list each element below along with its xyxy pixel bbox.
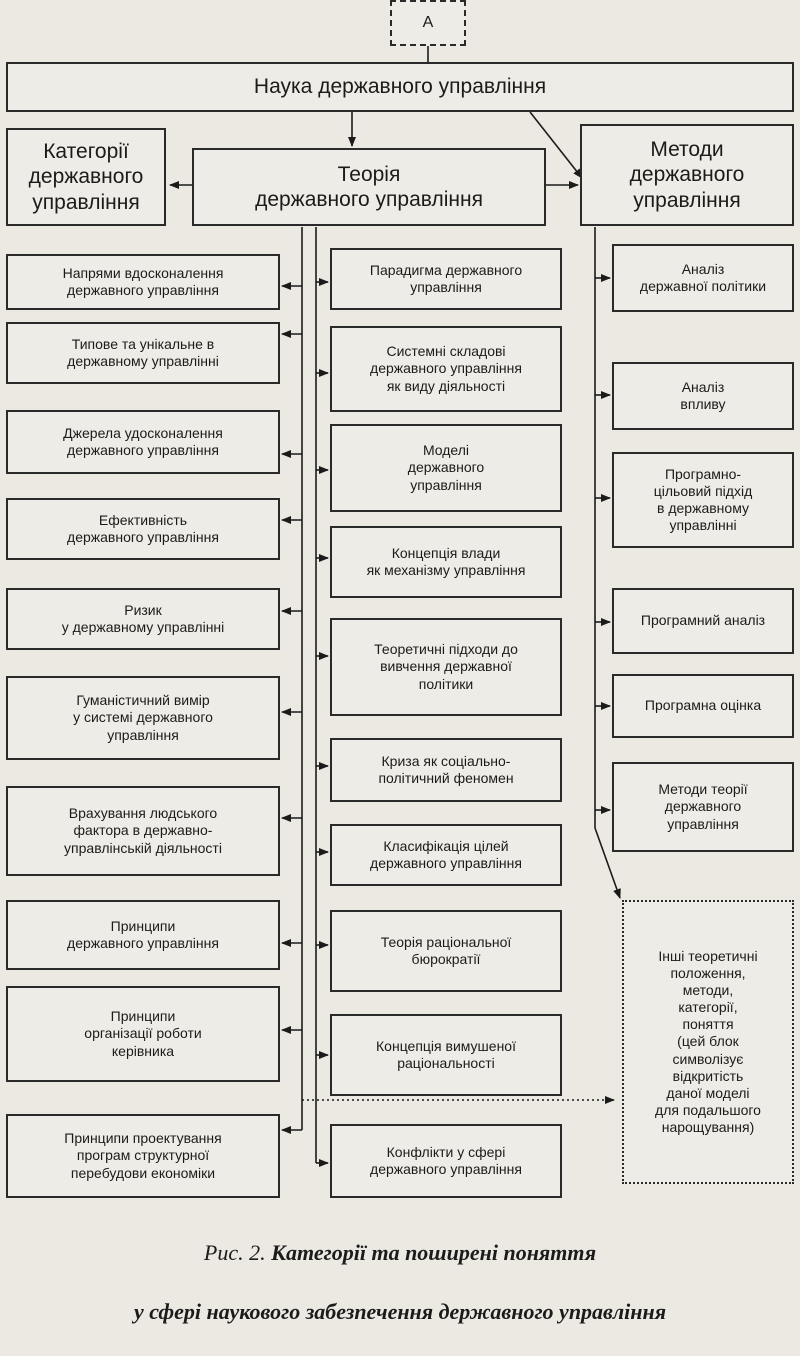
caption-title-line2: у сфері наукового забезпечення державного управління (133, 1299, 667, 1325)
right-item-5: Програмна оцінка (612, 674, 794, 738)
middle-item-5: Теоретичні підходи до вивчення державної політики (330, 618, 562, 716)
left-item-3: Джерела удосконалення державного управління (6, 410, 280, 474)
middle-item-4: Концепція влади як механізму управління (330, 526, 562, 598)
caption-prefix: Рис. 2. (203, 1239, 266, 1265)
methods-box: Методи державного управління (580, 124, 794, 226)
left-item-2: Типове та унікальне в державному управлінні (6, 322, 280, 384)
left-item-6: Гуманістичний вимір у системі державного управління (6, 676, 280, 760)
left-item-5: Ризик у державному управлінні (6, 588, 280, 650)
caption-title-line1: Категорії та поширені поняття (271, 1239, 597, 1265)
connector-a-box: A (390, 0, 466, 46)
theory-box: Теорія державного управління (192, 148, 546, 226)
middle-item-8: Теорія раціональної бюрократії (330, 910, 562, 992)
other-concepts-box: Інші теоретичні положення, методи, категорії, поняття (цей блок символізує відкритість даної моделі для подальшого нарощування) (622, 900, 794, 1184)
left-item-4: Ефективність державного управління (6, 498, 280, 560)
science-box: Наука державного управління (6, 62, 794, 112)
left-item-8: Принципи державного управління (6, 900, 280, 970)
left-item-1: Напрями вдосконалення державного управління (6, 254, 280, 310)
middle-item-1: Парадигма державного управління (330, 248, 562, 310)
middle-item-10: Конфлікти у сфері державного управління (330, 1124, 562, 1198)
middle-item-3: Моделі державного управління (330, 424, 562, 512)
left-item-9: Принципи організації роботи керівника (6, 986, 280, 1082)
left-item-7: Врахування людського фактора в державно- управлінській діяльності (6, 786, 280, 876)
left-item-10: Принципи проектування програм структурної перебудови економіки (6, 1114, 280, 1198)
middle-item-7: Класифікація цілей державного управління (330, 824, 562, 886)
right-item-3: Програмно- цільовий підхід в державному управлінні (612, 452, 794, 548)
right-item-6: Методи теорії державного управління (612, 762, 794, 852)
right-item-4: Програмний аналіз (612, 588, 794, 654)
right-item-2: Аналіз впливу (612, 362, 794, 430)
categories-box: Категорії державного управління (6, 128, 166, 226)
middle-item-6: Криза як соціально- політичний феномен (330, 738, 562, 802)
middle-item-2: Системні складові державного управління як виду діяльності (330, 326, 562, 412)
right-item-1: Аналіз державної політики (612, 244, 794, 312)
figure-caption (0, 1208, 800, 1356)
middle-item-9: Концепція вимушеної раціональності (330, 1014, 562, 1096)
